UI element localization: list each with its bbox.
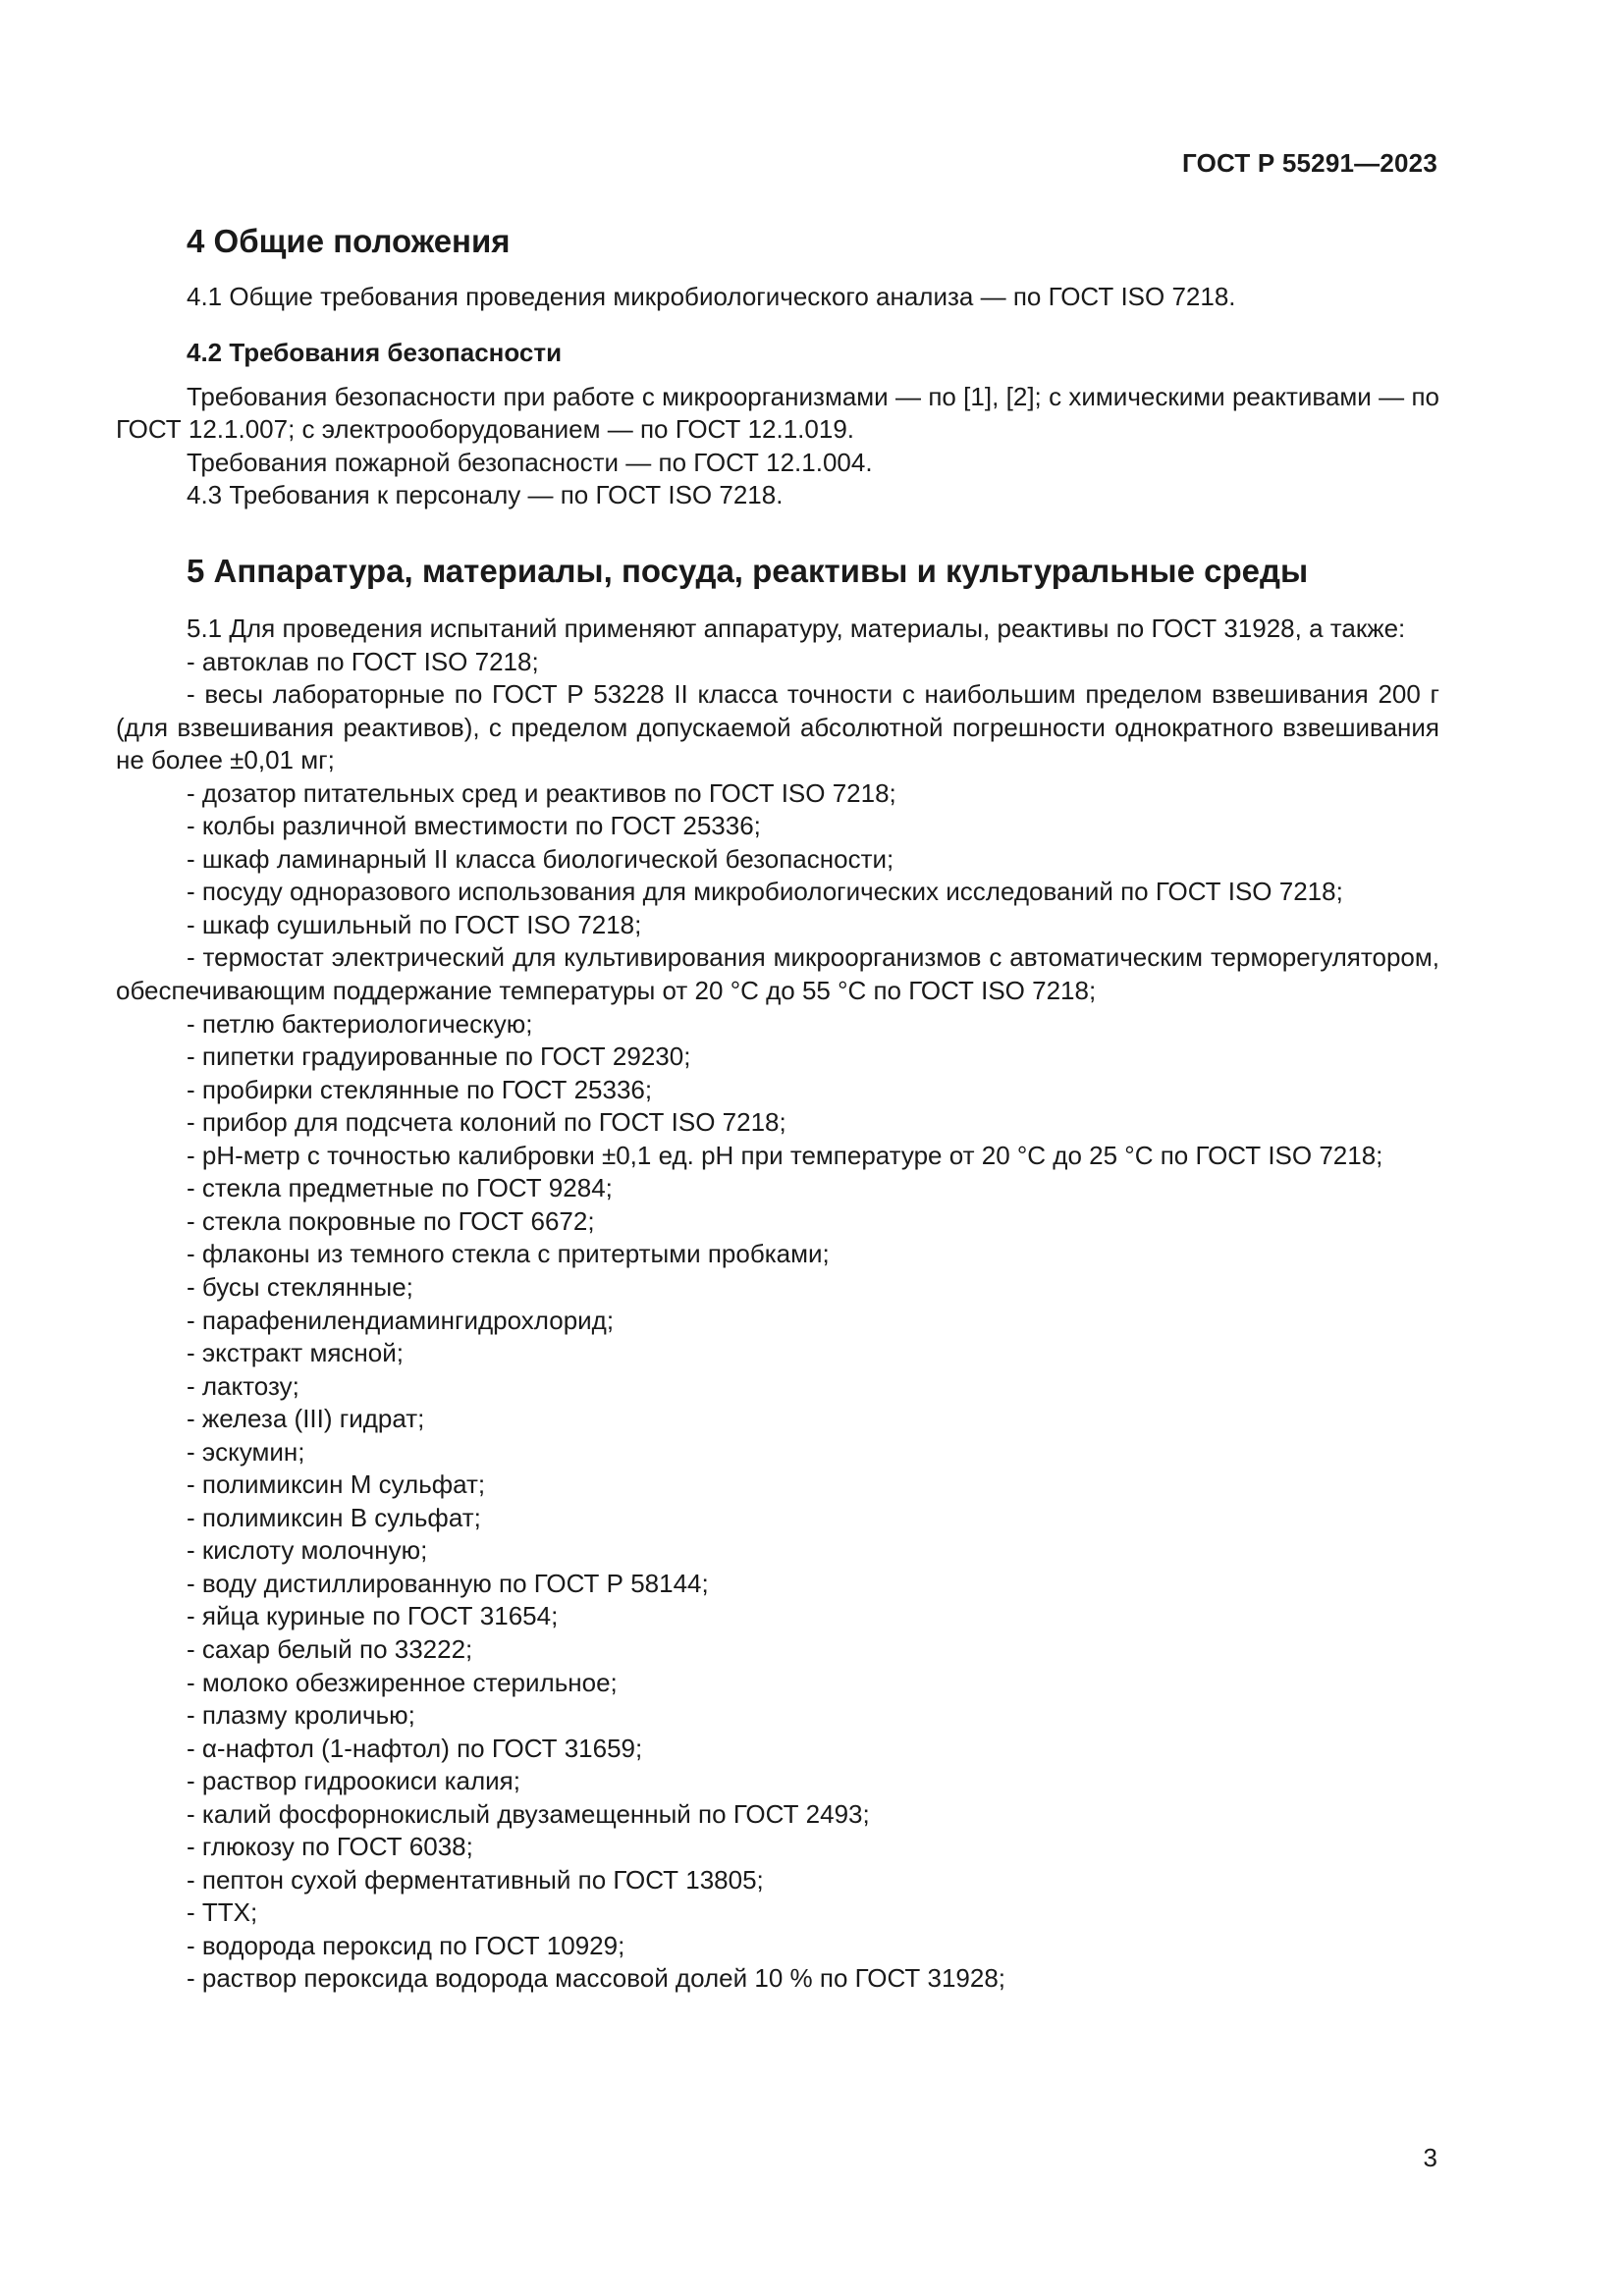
list-item: - раствор пероксида водорода массовой долей 10 % по ГОСТ 31928; — [187, 1963, 1006, 1994]
list-item: - молоко обезжиренное стерильное; — [187, 1667, 618, 1697]
list-item: - парафенилендиамингидрохлорид; — [187, 1305, 615, 1335]
list-item: - бусы стеклянные; — [187, 1271, 413, 1302]
list-item: - флаконы из темного стекла с притертыми пробками; — [187, 1239, 830, 1269]
list-item: - прибор для подсчета колоний по ГОСТ ISO 7218; — [187, 1107, 786, 1138]
list-item: - полимиксин В сульфат; — [187, 1502, 481, 1532]
list-item: - плазму кроличью; — [187, 1700, 415, 1731]
list-item: - колбы различной вместимости по ГОСТ 25336; — [187, 811, 761, 841]
section-4-2-title: 4.2 Требования безопасности — [187, 337, 563, 367]
page-number: 3 — [1423, 2143, 1437, 2172]
section-5-title: 5 Аппаратура, материалы, посуда, реактивы и культуральные среды — [187, 552, 1309, 589]
page-content — [116, 220, 1439, 1996]
list-item: - дозатор питательных сред и реактивов по ГОСТ ISO 7218; — [187, 777, 896, 808]
list-item: - глюкозу по ГОСТ 6038; — [187, 1832, 473, 1862]
paragraph-4-2-fire-safety: Требования пожарной безопасности — по ГОСТ 12.1.004. — [187, 447, 873, 477]
list-item: - шкаф сушильный по ГОСТ ISO 7218; — [187, 909, 642, 939]
list-item: - пипетки градуированные по ГОСТ 29230; — [187, 1041, 691, 1072]
paragraph-5-1: 5.1 Для проведения испытаний применяют аппаратуру, материалы, реактивы по ГОСТ 31928, а также: — [187, 613, 1406, 643]
list-item: - термостат электрический для культивирования микроорганизмов с автоматическим терморегулятором, обеспечивающим поддержание температуры от 20 °С до 55 °С по ГОСТ ISO 7218; — [116, 942, 1439, 1006]
list-item: - лактозу; — [187, 1370, 299, 1401]
paragraph-4-1: 4.1 Общие требования проведения микробиологического анализа — по ГОСТ ISO 7218. — [187, 282, 1236, 311]
list-item: - калий фосфорнокислый двузамещенный по ГОСТ 2493; — [187, 1798, 870, 1829]
list-item: - α-нафтол (1-нафтол) по ГОСТ 31659; — [187, 1733, 643, 1763]
list-item: - стекла предметные по ГОСТ 9284; — [187, 1173, 613, 1203]
list-item: - экстракт мясной; — [187, 1338, 404, 1368]
list-item: - раствор гидроокиси калия; — [187, 1766, 520, 1796]
list-item: - стекла покровные по ГОСТ 6672; — [187, 1205, 595, 1236]
list-item: - пробирки стеклянные по ГОСТ 25336; — [187, 1074, 653, 1104]
document-number: ГОСТ Р 55291—2023 — [1182, 148, 1437, 178]
list-item: - яйца куриные по ГОСТ 31654; — [187, 1601, 559, 1631]
list-item: - посуду одноразового использования для микробиологических исследований по ГОСТ ISO 7218; — [187, 877, 1343, 907]
list-item: - шкаф ламинарный II класса биологической безопасности; — [187, 843, 894, 874]
paragraph-4-2-safety: Требования безопасности при работе с микроорганизмами — по [1], [2]; с химическими реактивами — по ГОСТ 12.1.007; с электрооборудованием — по ГОСТ 12.1.019. — [116, 381, 1439, 445]
list-item: - железа (III) гидрат; — [187, 1404, 425, 1434]
section-4-title: 4 Общие положения — [187, 223, 511, 259]
list-item: - сахар белый по 33222; — [187, 1633, 473, 1664]
list-item: - полимиксин М сульфат; — [187, 1469, 486, 1500]
paragraph-4-3: 4.3 Требования к персоналу — по ГОСТ ISO 7218. — [187, 480, 784, 510]
list-item: - воду дистиллированную по ГОСТ Р 58144; — [187, 1568, 709, 1598]
list-item: - пептон сухой ферментативный по ГОСТ 13805; — [187, 1864, 764, 1895]
list-item: - водорода пероксид по ГОСТ 10929; — [187, 1930, 625, 1960]
list-item: - ТТХ; — [187, 1897, 258, 1928]
list-item: - эскумин; — [187, 1436, 305, 1467]
list-item: - весы лабораторные по ГОСТ Р 53228 II класса точности с наибольшим пределом взвешивания 200 г (для взвешивания реактивов), с пределом допускаемой абсолютной погрешности однократного взвешивания не более ±0,01 мг; — [116, 679, 1439, 775]
list-item: - петлю бактериологическую; — [187, 1008, 533, 1039]
list-item: - автоклав по ГОСТ ISO 7218; — [187, 646, 539, 676]
equipment-list — [116, 646, 1439, 1996]
list-item: - кислоту молочную; — [187, 1535, 428, 1566]
list-item: - pH-метр с точностью калибровки ±0,1 ед. pH при температуре от 20 °С до 25 °С по ГОСТ ISO 7218; — [187, 1140, 1383, 1170]
